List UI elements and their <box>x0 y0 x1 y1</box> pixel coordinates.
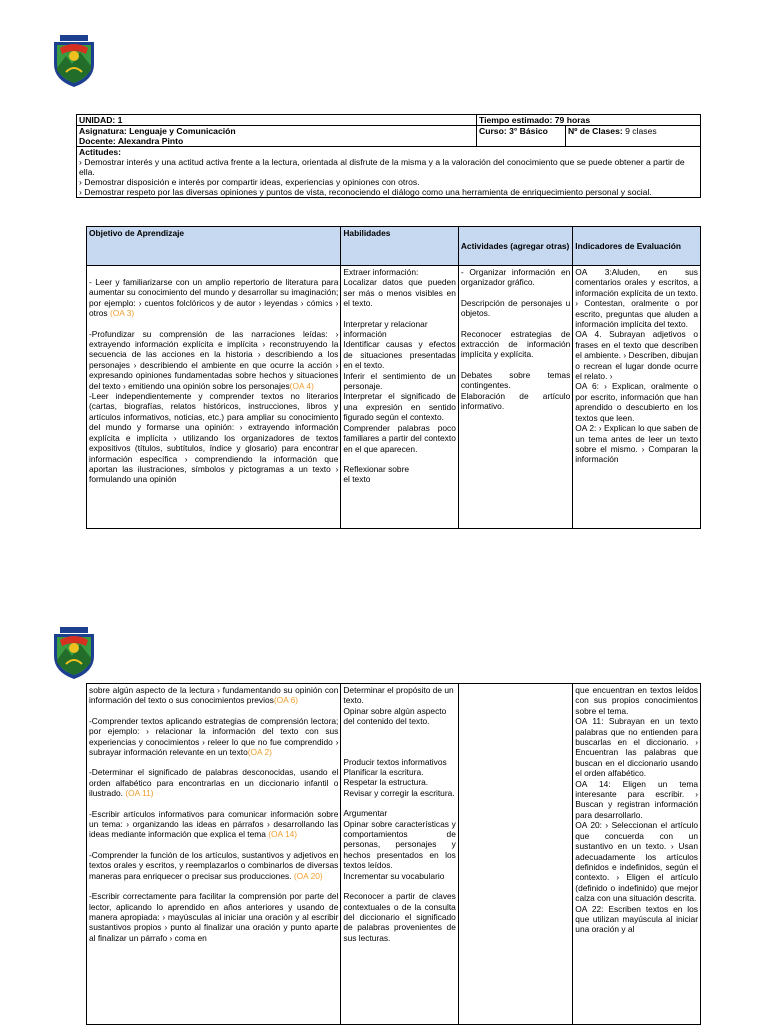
objetivo-item: sobre algún aspecto de la lectura › fundamentando su opinión con información del texto o sus conocimientos previos(OA 6) <box>89 685 339 706</box>
oa-tag: (OA 14) <box>268 829 298 840</box>
habilidad-line: Comprender palabras poco familiares a partir del contexto en el que aparecen. <box>343 422 456 454</box>
habilidad-line: Inferir el sentimiento de un personaje. <box>343 370 456 392</box>
indicador-item: que encuentran en textos leídos con sus propios conocimientos sobre el tema. <box>575 685 698 716</box>
asignatura-docente-cell <box>77 126 477 147</box>
habilidad-line: Revisar y corregir la escritura. <box>343 787 455 798</box>
habilidad-line: Interpretar el significado de una expresión en sentido figurado según el contexto. <box>343 391 456 423</box>
objetivo-item: -Escribir correctamente para facilitar la comprensión por parte del lector, aplicando lo aprendido en años anteriores y usando de manera apropiada: › mayúsculas al iniciar una oración y al escribir sustantivos propios › punto al finalizar una oración y punto aparte al finalizar un párrafo › coma en <box>89 891 339 943</box>
actividades-header: Actividades (agregar otras) <box>458 227 572 266</box>
habilidad-line: Incrementar su vocabulario <box>343 870 445 881</box>
actividad-line: - Organizar información en organizador gráfico. <box>460 267 571 288</box>
actividad-line: Debates sobre temas contingentes. <box>460 369 571 391</box>
objetivos-cell <box>87 266 341 529</box>
actividad-line: Elaboración de artículo informativo. <box>460 390 571 412</box>
indicador-item: OA 11: Subrayan en un texto palabras que no entienden para buscarlas en el diccionario. › Encuentran las palabras que buscan en el diccionario usando el orden alfabético. <box>575 716 698 779</box>
objetivo-item: - Leer y familiarizarse con un amplio repertorio de literatura para aumentar su conocimiento del mundo y desarrollar su imaginación; por ejemplo: › cuentos folclóricos y de autor › leyendas › cómics › otros (OA 3) <box>89 277 339 319</box>
objetivo-item: -Determinar el significado de palabras desconocidas, usando el orden alfabético para encontrarlas en un diccionario infantil o ilustrado. (OA 11) <box>89 767 339 799</box>
habilidades-cell <box>341 266 458 529</box>
indicador-item: OA 2: › Explican lo que saben de un tema antes de leer un texto sobre el mismo. › Comparan la información <box>575 423 698 465</box>
actividades-cell <box>458 266 572 529</box>
objetivos-cell <box>87 684 341 1025</box>
habilidad-line: Argumentar <box>343 808 388 819</box>
habilidad-line: Opinar sobre algún aspecto del contenido del texto. <box>343 705 447 727</box>
asignatura-label: Asignatura: Lenguaje y Comunicación <box>79 126 236 136</box>
habilidad-line: Respetar la estructura. <box>343 777 429 788</box>
indicadores-cell <box>573 684 701 1025</box>
indicador-item: OA 22: Escriben textos en los que utilizan mayúscula al iniciar una oración y al <box>575 903 698 935</box>
habilidad-line: Interpretar y relacionar información <box>343 318 428 340</box>
habilidades-header: Habilidades <box>341 227 458 266</box>
clases-label: Nº de Clases: <box>568 126 623 136</box>
habilidad-line: Producir textos informativos <box>343 756 447 767</box>
actividad-line: Reconocer estrategias de extracción de información implícita y explícita. <box>460 328 571 360</box>
unidad-cell: UNIDAD: 1 <box>77 115 477 126</box>
habilidad-line: Reflexionar sobre <box>343 463 410 474</box>
indicador-item: OA 4. Subrayan adjetivos o frases en el texto que describen el ambiente. › Describen, dibujan o recrean el lugar donde ocurre el relato. › <box>575 329 698 382</box>
oa-tag: (OA 2) <box>247 747 272 758</box>
indicadores-cell <box>573 266 701 529</box>
docente-label: Docente: Alexandra Pinto <box>79 136 184 146</box>
school-logo <box>50 626 98 680</box>
actitudes-title: Actitudes: <box>79 147 122 157</box>
habilidad-line: Identificar causas y efectos de situaciones presentadas en el texto. <box>343 339 456 371</box>
actividad-line: Descripción de personajes u objetos. <box>460 297 571 319</box>
indicador-item: OA 14: Eligen un tema interesante para escribir. › Buscan y registran información para desarrollarlo. <box>575 778 698 820</box>
habilidad-line: Planificar la escritura. <box>343 767 424 778</box>
school-logo <box>50 34 98 88</box>
tiempo-cell: Tiempo estimado: 79 horas <box>477 115 701 126</box>
objetivo-header: Objetivo de Aprendizaje <box>87 227 341 266</box>
habilidades-cell <box>341 684 458 1025</box>
oa-tag: (OA 11) <box>125 788 154 799</box>
actividades-cell <box>458 684 572 1025</box>
actitud-item: › Demostrar respeto por las diversas opiniones y puntos de vista, reconociendo el diálogo como una herramienta de enriquecimiento personal y social. <box>79 187 652 197</box>
planning-table-page2 <box>86 683 701 1025</box>
oa-tag: (OA 3) <box>109 308 135 319</box>
school-crest-icon <box>50 34 98 88</box>
objetivo-item: -Profundizar su comprensión de las narraciones leídas: › extrayendo información explícita e implícita › reconstruyendo la secuencia de las acciones en la historia › describiendo a los personajes › describiendo el ambiente en que ocurre la acción › expresando opiniones fundamentadas sobre hechos y situaciones del texto › emitiendo una opinión sobre los personajes(OA 4) <box>89 328 339 391</box>
indicador-item: OA 3:Aluden, en sus comentarios orales y escritos, a información explícita de un texto. › Contestan, oralmente o por escrito, preguntas que aluden a información implícita del texto. <box>575 267 698 330</box>
habilidad-line: Reconocer a partir de claves contextuales o de la consulta del diccionario el significado de palabras provenientes de sus lecturas. <box>343 891 456 943</box>
indicadores-header: Indicadores de Evaluación <box>573 227 701 266</box>
oa-tag: (OA 6) <box>273 695 299 706</box>
habilidad-line: el texto <box>343 474 371 485</box>
habilidad-line: Localizar datos que pueden ser más o menos visibles en el texto. <box>343 277 456 309</box>
habilidad-line: Determinar el propósito de un texto. <box>343 685 454 706</box>
curso-cell: Curso: 3° Básico <box>477 126 566 147</box>
indicador-item: OA 20: › Seleccionan el artículo que concuerda con un sustantivo en un texto. › Usan adecuadamente los artículos definidos e indefinidos, según el contexto. › Eligen el artículo (definido o indefinido) que mejor calza con una situación descrita. <box>575 820 698 904</box>
habilidad-line: Extraer información: <box>343 267 419 277</box>
clases-cell <box>566 126 701 147</box>
objetivo-item: -Leer independientemente y comprender textos no literarios (cartas, biografías, relatos históricos, instrucciones, libros y artículos informativos, noticias, etc.) para ampliar su conocimiento del mundo y formarse una opinión: › extrayendo información explícita e implícita › utilizando los organizadores de textos expositivos (títulos, subtítulos, índice y glosario) para encontrar información específica › comprendiendo la información que aportan las ilustraciones, símbolos y pictogramas a un texto › formulando una opinión <box>89 391 339 485</box>
actitud-item: › Demostrar disposición e interés por compartir ideas, experiencias y opiniones con otros. <box>79 177 420 187</box>
oa-tag: (OA 20) <box>293 870 323 881</box>
oa-tag: (OA 4) <box>289 380 314 391</box>
objetivo-item: -Comprender textos aplicando estrategias de comprensión lectora; por ejemplo: › relacionar la información del texto con sus experiencias y conocimientos › releer lo que no fue comprendido › subrayar información relevante en un texto(OA 2) <box>89 715 339 758</box>
unit-header-table <box>76 114 701 198</box>
school-crest-icon <box>50 626 98 680</box>
indicador-item: OA 6: › Explican, oralmente o por escrito, información que han aprendido o descubierto en los textos que leen. <box>575 381 698 423</box>
objetivo-item: -Comprender la función de los artículos, sustantivos y adjetivos en textos orales y escritos, y reemplazarlos o combinarlos de diversas maneras para enriquecer o precisar sus producciones. (OA 20) <box>89 849 339 881</box>
actitud-item: › Demostrar interés y una actitud activa frente a la lectura, orientada al disfrute de la misma y a la valoración del conocimiento que se puede obtener a partir de ella. <box>79 157 685 177</box>
planning-table-page1 <box>86 226 701 529</box>
habilidad-line: Opinar sobre características y comportamientos de personas, personajes y hechos presentados en los textos leídos. <box>343 818 456 871</box>
clases-value: 9 clases <box>622 126 657 136</box>
actitudes-cell <box>77 147 701 198</box>
objetivo-item: -Escribir artículos informativos para comunicar información sobre un tema: › organizando las ideas en párrafos › desarrollando las ideas mediante información que explica el tema (OA 14) <box>89 808 339 840</box>
